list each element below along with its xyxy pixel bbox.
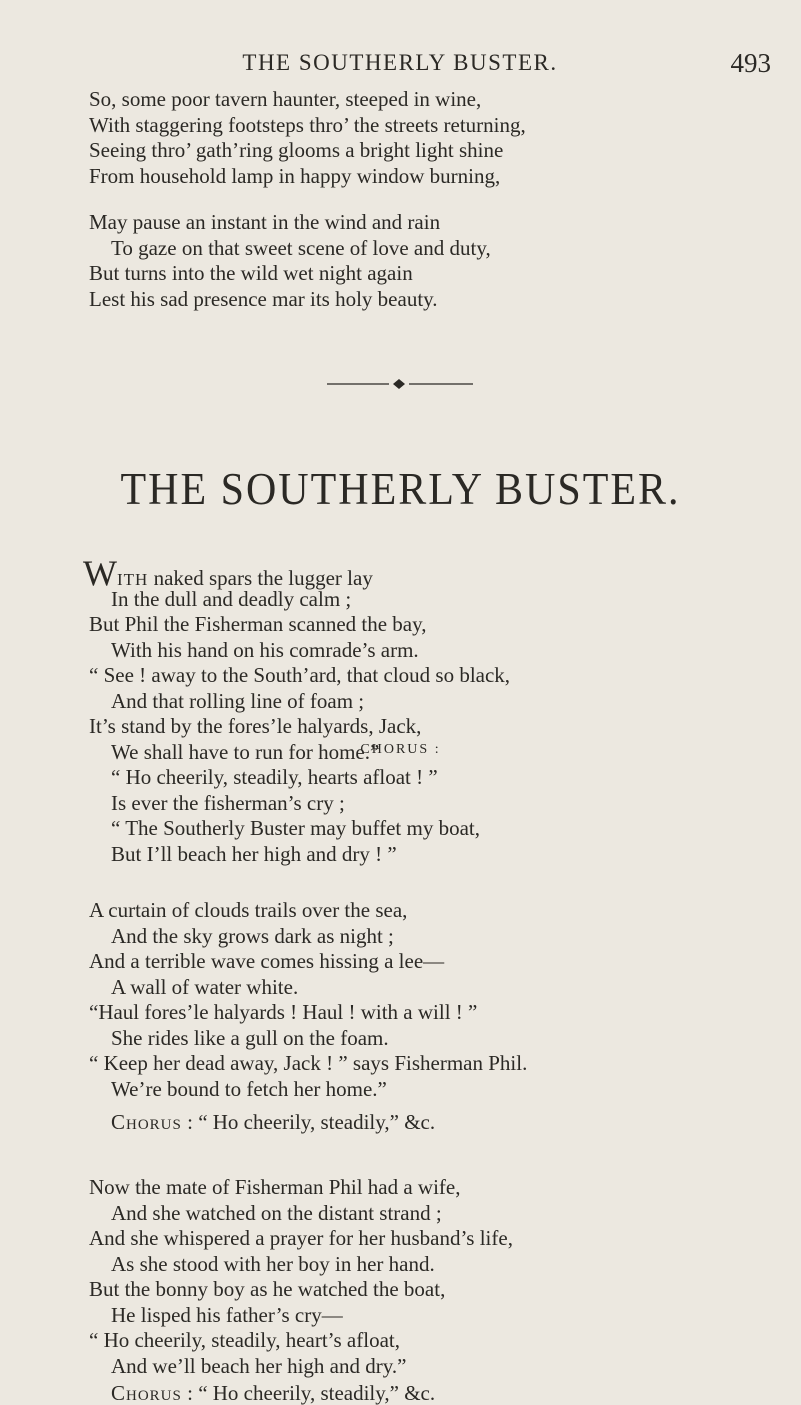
- verse-line: A wall of water white.: [111, 974, 299, 999]
- drop-cap: W: [83, 553, 117, 593]
- verse-line: Now the mate of Fisherman Phil had a wife,: [89, 1175, 461, 1199]
- running-head: [0, 46, 801, 86]
- previous-poem-stanza-1: [89, 87, 779, 189]
- poem-stanza-3: [89, 1175, 779, 1379]
- chorus-ref-text: : “ Ho cheerily, steadily,” &c.: [181, 1381, 436, 1405]
- verse-line: It’s stand by the fores’le halyards, Jack,: [89, 714, 422, 738]
- verse-line: And that rolling line of foam ;: [111, 688, 365, 713]
- verse-line: But turns into the wild wet night again: [89, 261, 413, 285]
- chorus: [111, 765, 801, 867]
- verse-line: We shall have to run for home.”: [111, 739, 380, 764]
- verse-line: “ Keep her dead away, Jack ! ” says Fisherman Phil.: [89, 1051, 528, 1075]
- verse-line: And a terrible wave comes hissing a lee—: [89, 949, 445, 973]
- previous-poem-stanza-2: [89, 210, 779, 312]
- verse-line: She rides like a gull on the foam.: [111, 1025, 389, 1050]
- verse-line: “ Ho cheerily, steadily, heart’s afloat,: [89, 1328, 400, 1352]
- poem-title: THE SOUTHERLY BUSTER.: [120, 465, 681, 515]
- chorus-label: CHORUS :: [360, 742, 441, 757]
- verse-line: And the sky grows dark as night ;: [111, 923, 394, 948]
- verse-line: A curtain of clouds trails over the sea,: [89, 898, 408, 922]
- verse-line: And she watched on the distant strand ;: [111, 1200, 442, 1225]
- page-number: 493: [730, 48, 771, 78]
- verse-line: “Haul fores’le halyards ! Haul ! with a will ! ”: [89, 1000, 478, 1024]
- verse-line: From household lamp in happy window burning,: [89, 163, 501, 188]
- chorus-ref-text: : “ Ho cheerily, steadily,” &c.: [181, 1110, 436, 1134]
- verse-line: As she stood with her boy in her hand.: [111, 1251, 435, 1276]
- verse-line-first: [83, 553, 779, 593]
- verse-line: We’re bound to fetch her home.”: [111, 1076, 387, 1101]
- verse-line: May pause an instant in the wind and rain: [89, 210, 441, 234]
- poem-stanza-1: [83, 553, 779, 765]
- chorus-reference: [111, 1110, 435, 1135]
- chorus-ref-label: Chorus: [111, 1381, 182, 1405]
- verse-line: To gaze on that sweet scene of love and duty,: [111, 235, 491, 260]
- verse-line: He lisped his father’s cry—: [111, 1302, 343, 1327]
- verse-line: With staggering footsteps thro’ the streets returning,: [89, 112, 526, 137]
- ornamental-divider: [327, 378, 473, 390]
- opening-small-caps: ITH: [116, 570, 149, 589]
- verse-line: So, some poor tavern haunter, steeped in wine,: [89, 87, 482, 111]
- verse-line: But the bonny boy as he watched the boat,: [89, 1277, 446, 1301]
- verse-line: Seeing thro’ gath’ring glooms a bright light shine: [89, 138, 504, 162]
- chorus-ref-label: Chorus: [111, 1110, 182, 1134]
- chorus-line: But I’ll beach her high and dry ! ”: [111, 841, 397, 866]
- verse-line: And we’ll beach her high and dry.”: [111, 1353, 407, 1378]
- verse-line: “ See ! away to the South’ard, that cloud so black,: [89, 663, 511, 687]
- chorus-line: “ Ho cheerily, steadily, hearts afloat ! ”: [111, 765, 438, 789]
- verse-line: And she whispered a prayer for her husband’s life,: [89, 1226, 513, 1250]
- verse-line: In the dull and deadly calm ;: [111, 586, 352, 611]
- verse-line: But Phil the Fisherman scanned the bay,: [89, 612, 427, 636]
- running-title: THE SOUTHERLY BUSTER.: [242, 50, 558, 75]
- chorus-line: Is ever the fisherman’s cry ;: [111, 790, 345, 815]
- chorus-line: “ The Southerly Buster may buffet my boat,: [111, 816, 480, 840]
- verse-line: With his hand on his comrade’s arm.: [111, 637, 419, 662]
- poem-stanza-2: [89, 898, 779, 1102]
- chorus-reference: [111, 1381, 436, 1405]
- verse-line-rest: naked spars the lugger lay: [148, 566, 373, 590]
- verse-line: Lest his sad presence mar its holy beauty.: [89, 286, 438, 311]
